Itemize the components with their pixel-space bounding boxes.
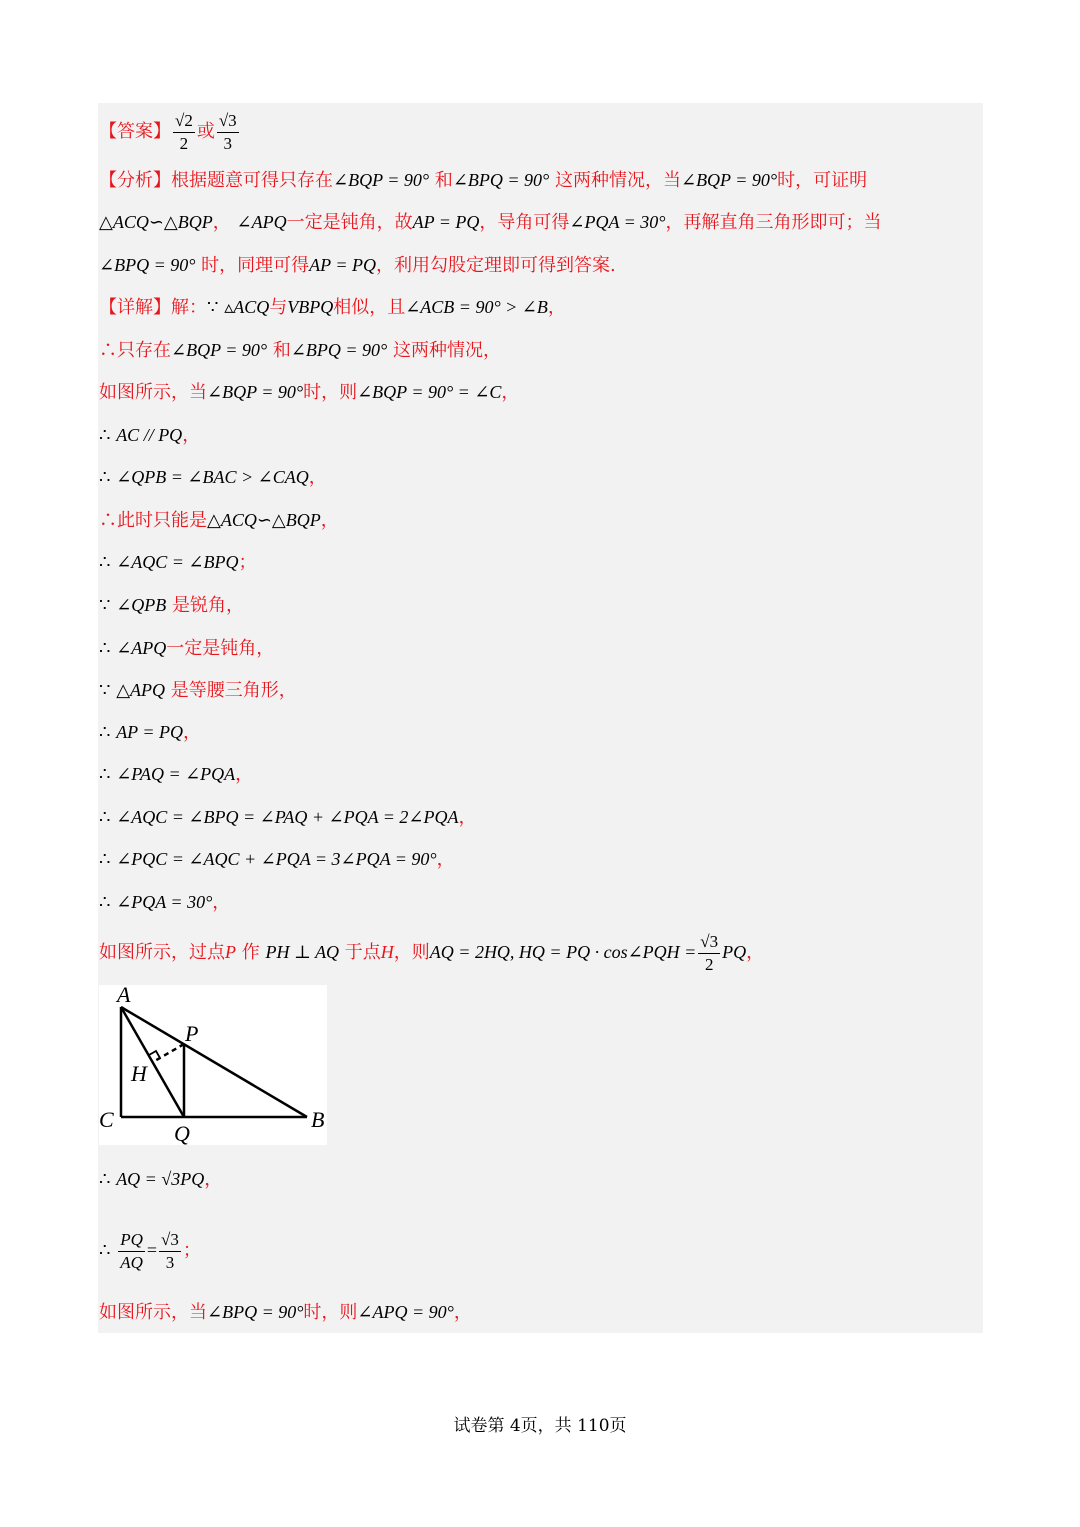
text: 时，则 — [303, 382, 358, 403]
math: AP = PQ — [412, 212, 480, 232]
equals: = — [146, 1240, 158, 1260]
math: AC // PQ — [116, 425, 183, 445]
text: ， — [746, 942, 765, 963]
label-a: A — [117, 985, 131, 1007]
text: ， — [453, 1302, 472, 1323]
text: 是锐角， — [172, 595, 244, 616]
text: ，利用勾股定理即可得到答案. — [375, 255, 616, 276]
text: ， — [204, 1169, 223, 1190]
math: PH ⊥ AQ — [265, 942, 340, 962]
text: 相似，且 — [333, 297, 406, 318]
text: ； — [238, 552, 257, 573]
step-line — [99, 636, 274, 661]
math: VBPQ — [287, 297, 334, 317]
text: 这两种情况，当 — [554, 170, 681, 191]
text: ， — [212, 212, 231, 233]
math: H — [380, 942, 394, 962]
math: △ACQ∽△BQP — [207, 510, 321, 530]
math: AP = PQ — [309, 255, 376, 275]
answer-fraction-1 — [173, 110, 195, 155]
therefore-symbol: ∴ — [99, 638, 111, 658]
page-footer: 试卷第 4页，共 110页 — [453, 1416, 627, 1436]
therefore-symbol: ∴ — [99, 1240, 111, 1260]
fraction — [698, 931, 720, 976]
step-line — [99, 1300, 472, 1325]
math: ∠ACB = 90° > ∠B — [405, 297, 548, 317]
text: 是等腰三角形， — [170, 680, 297, 701]
step-line — [99, 805, 477, 830]
step-line — [99, 1226, 201, 1275]
math: ∠PQC = ∠AQC + ∠PQA = 3∠PQA = 90° — [116, 849, 437, 869]
text: 和 — [434, 170, 453, 191]
text: 与 — [269, 297, 288, 318]
label-b: B — [311, 1107, 325, 1132]
fraction-denominator: 2 — [179, 133, 189, 153]
step-line — [99, 380, 519, 405]
label-h: H — [131, 1061, 147, 1086]
step-line — [99, 508, 339, 533]
fraction-denominator: AQ — [120, 1252, 143, 1272]
math: ∠BQP = 90° — [207, 382, 304, 402]
math: ∠APQ — [236, 212, 287, 232]
text: 一定是钝角， — [166, 638, 275, 659]
math: AP = PQ — [116, 722, 183, 742]
math: ∠PQA = 30° — [569, 212, 666, 232]
therefore-symbol: ∴ — [99, 807, 111, 827]
therefore-symbol: ∴ — [99, 849, 111, 869]
text: ， — [308, 467, 327, 488]
step-line — [99, 423, 200, 448]
text: ，再解直角三角形即可；当 — [665, 212, 882, 233]
text: 时，则 — [303, 1302, 358, 1323]
answer-label: 【答案】 — [99, 121, 171, 142]
because-symbol: ∵ — [99, 680, 111, 700]
segment-ab — [121, 1007, 307, 1117]
math: P — [225, 942, 236, 962]
step-line — [99, 890, 230, 915]
step-line — [99, 928, 764, 977]
fraction-numerator: √3 — [698, 931, 720, 954]
text: 一定是钝角，故 — [286, 212, 413, 233]
text: 如图所示，当 — [99, 382, 207, 403]
math: ∠BPQ = 90° — [452, 170, 550, 190]
therefore-symbol: ∴ — [99, 467, 111, 487]
step-line — [99, 593, 244, 618]
text: 解： — [171, 297, 207, 318]
math: ∠BPQ = 90° — [207, 1302, 304, 1322]
text: 如图所示，当 — [99, 1302, 207, 1323]
math: ∠QPB — [116, 595, 167, 615]
text: 根据题意可得只存在 — [171, 170, 333, 191]
text: 时，可证明 — [777, 170, 868, 191]
step-line — [99, 678, 297, 703]
detail-line — [99, 295, 566, 320]
step-line — [99, 762, 253, 787]
therefore-symbol: ∴ — [99, 722, 111, 742]
text: ∴只存在 — [99, 340, 171, 361]
analysis-line-1 — [99, 168, 867, 193]
math: ∠AQC = ∠BPQ — [116, 552, 239, 572]
fraction-denominator: 3 — [165, 1252, 175, 1272]
fraction-denominator: 2 — [704, 954, 714, 974]
therefore-symbol: ∴ — [99, 1169, 111, 1189]
text: ， — [501, 382, 520, 403]
math: ∠BQP = 90° = ∠C — [357, 382, 502, 402]
text: ， — [320, 510, 339, 531]
fraction-numerator: √3 — [159, 1229, 181, 1252]
math: ∠PQA = 30° — [116, 892, 213, 912]
text: 这两种情况， — [392, 340, 501, 361]
because-symbol: ∵ — [207, 297, 219, 317]
math: ∠BQP = 90° — [171, 340, 268, 360]
analysis-label: 【分析】 — [99, 170, 171, 191]
answer-or: 或 — [196, 121, 215, 142]
triangle-diagram — [99, 985, 327, 1145]
detail-label: 【详解】 — [99, 297, 171, 318]
label-c: C — [99, 1107, 114, 1132]
math: ∠BPQ = 90° — [99, 255, 196, 275]
analysis-line-2 — [99, 210, 881, 235]
content-panel — [98, 103, 983, 1333]
fraction-numerator: √3 — [217, 110, 239, 133]
text: ， — [235, 764, 254, 785]
math: ▵ACQ — [224, 297, 270, 317]
step-line — [99, 550, 257, 575]
answer-line — [99, 108, 241, 156]
step-line — [99, 1167, 222, 1192]
answer-fraction-2 — [217, 110, 239, 155]
text: ； — [182, 1240, 201, 1261]
triangle-figure — [99, 985, 327, 1145]
label-p: P — [185, 1021, 199, 1046]
fraction-numerator: PQ — [118, 1229, 145, 1252]
math: AQ = 2HQ, HQ = PQ · cos∠PQH = — [429, 942, 697, 962]
text: ， — [212, 892, 231, 913]
text: 如图所示，过点 — [99, 942, 225, 963]
step-line — [99, 847, 455, 872]
because-symbol: ∵ — [99, 595, 111, 615]
text: 作 — [241, 942, 260, 963]
fraction — [159, 1229, 181, 1274]
math: △APQ — [116, 680, 166, 700]
text: 和 — [272, 340, 291, 361]
therefore-symbol: ∴ — [99, 764, 111, 784]
math: ∠AQC = ∠BPQ = ∠PAQ + ∠PQA = 2∠PQA — [116, 807, 459, 827]
text: ， — [458, 807, 477, 828]
math: ∠BPQ = 90° — [290, 340, 388, 360]
math: ∠APQ = 90° — [357, 1302, 454, 1322]
step-line — [99, 338, 501, 363]
fraction-denominator: 3 — [223, 133, 233, 153]
text: ，导角可得 — [479, 212, 570, 233]
label-q: Q — [174, 1121, 190, 1145]
math: ∠APQ — [116, 638, 167, 658]
math: ∠PAQ = ∠PQA — [116, 764, 236, 784]
therefore-symbol: ∴ — [99, 892, 111, 912]
math: ∠QPB = ∠BAC > ∠CAQ — [116, 467, 309, 487]
math: PQ — [722, 942, 747, 962]
math: AQ = √3PQ — [116, 1169, 205, 1189]
math: △ACQ∽△BQP — [99, 212, 213, 232]
therefore-symbol: ∴ — [99, 552, 111, 572]
fraction — [118, 1229, 145, 1274]
text: 于点 — [344, 942, 381, 963]
text: ， — [183, 722, 201, 743]
math: ∠BQP = 90° — [333, 170, 430, 190]
text: 时，同理可得 — [201, 255, 310, 276]
text: ， — [436, 849, 455, 870]
text: ， — [547, 297, 566, 318]
therefore-symbol: ∴ — [99, 425, 111, 445]
fraction-numerator: √2 — [173, 110, 195, 133]
analysis-line-3 — [99, 253, 616, 278]
math: ∠BQP = 90° — [680, 170, 778, 190]
text: ，则 — [393, 942, 430, 963]
text: ∴此时只能是 — [99, 510, 207, 531]
step-line — [99, 720, 201, 745]
step-line — [99, 465, 327, 490]
text: ， — [182, 425, 201, 446]
